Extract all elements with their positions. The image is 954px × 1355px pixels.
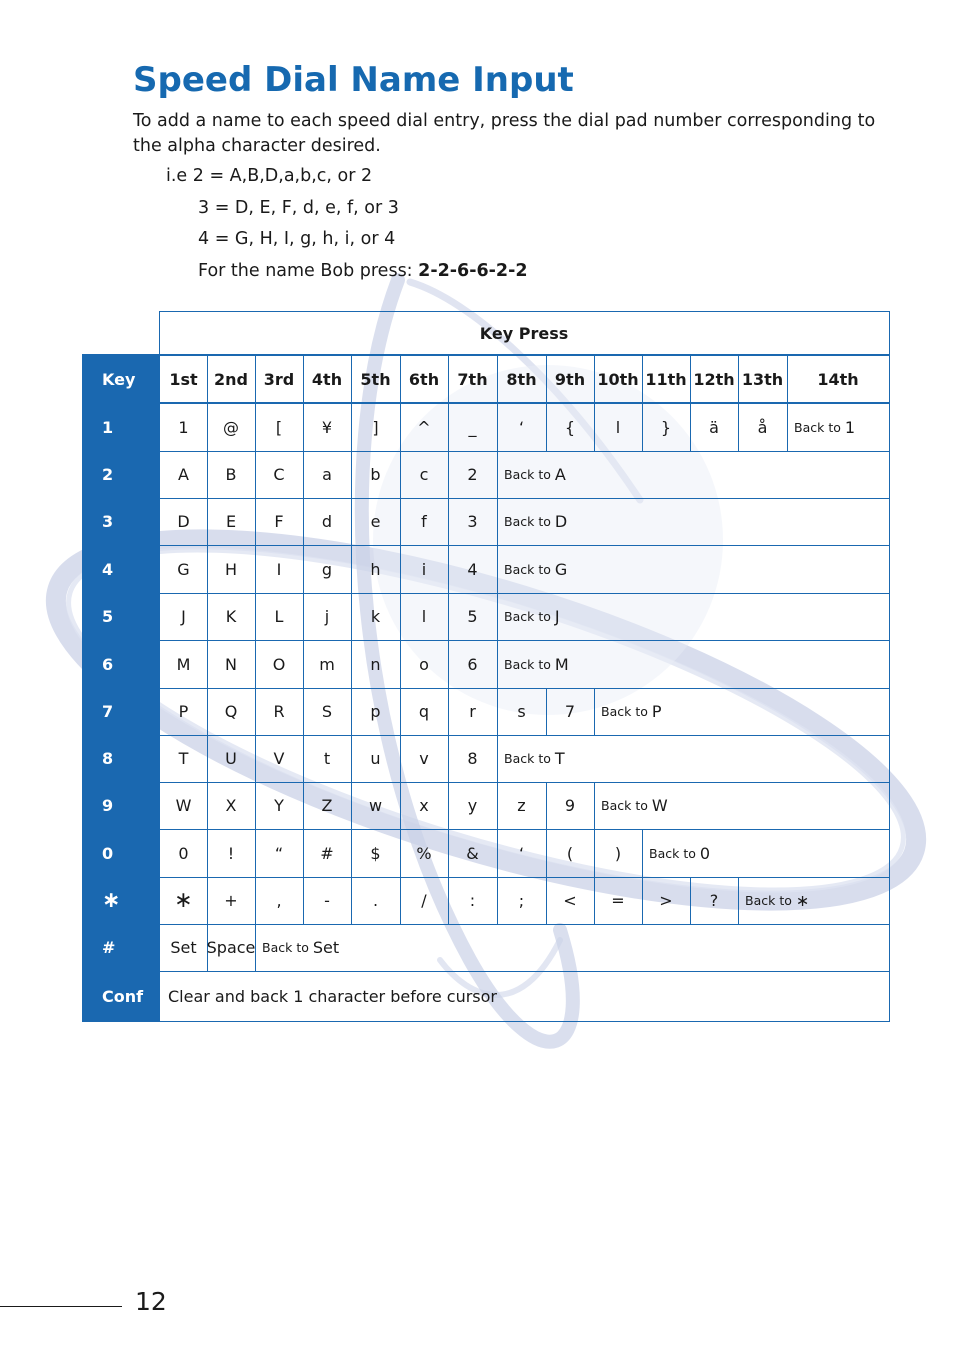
row-7-press-2: Q: [224, 702, 238, 721]
row-9-press-3: Y: [274, 796, 284, 815]
row-10-press-1: 0: [178, 843, 189, 863]
row-9-press-4: Z: [321, 796, 333, 815]
row-11-press-1: ∗: [174, 888, 193, 913]
row-10-press-6: %: [416, 843, 432, 863]
back-to-label: Back to: [504, 751, 551, 766]
back-to-label: Back to: [649, 845, 696, 861]
back-to-label: Back to: [504, 467, 551, 482]
back-to-target: A: [554, 465, 566, 484]
header-column-divider: [889, 355, 890, 403]
row-7-press-5: p: [370, 702, 381, 721]
row-4-press-6: i: [421, 559, 427, 579]
row-9-back-to: [594, 782, 889, 829]
row-5-press-5: k: [370, 607, 381, 626]
press-header-2: 2nd: [214, 369, 248, 389]
row-8-back-to: [497, 735, 889, 782]
key-column-header: Key: [102, 369, 136, 389]
example-line-3: 4 = G, H, I, g, h, i, or 4: [198, 229, 396, 249]
press-header-10: 10th: [597, 369, 639, 389]
row-key-9: 9: [102, 796, 114, 815]
back-to-target: M: [554, 654, 569, 674]
press-header-3: 3rd: [263, 369, 295, 389]
row-5-press-1: J: [181, 607, 186, 626]
row-1-press-9: {: [564, 417, 576, 437]
press-header-1: 1st: [169, 369, 198, 389]
row-9-press-6: x: [419, 796, 429, 815]
row-6-press-3: O: [272, 654, 286, 674]
row-2-press-6: c: [419, 465, 429, 484]
row-key-3: 3: [102, 512, 114, 531]
row-7-press-3: R: [273, 702, 285, 721]
row-11-press-10: =: [611, 891, 625, 910]
row-10-press-2: !: [227, 843, 235, 863]
press-header-5: 5th: [360, 369, 391, 389]
row-6-press-4: m: [319, 654, 335, 674]
row-1-press-3: [: [275, 417, 283, 437]
row-11-press-5: .: [372, 891, 379, 910]
row-8-press-5: u: [370, 749, 381, 768]
press-header-12: 12th: [693, 369, 735, 389]
back-to-label: Back to: [504, 609, 551, 624]
row-6-press-5: n: [370, 654, 381, 674]
row-7-press-9: 7: [564, 702, 576, 721]
row-10-back-to: [642, 829, 889, 877]
row-3-back-to: [497, 498, 889, 545]
back-to-target: D: [554, 512, 568, 531]
back-to-label: Back to: [504, 656, 551, 672]
row-8-press-3: V: [273, 749, 285, 768]
press-header-4: 4th: [311, 369, 343, 389]
back-to-target: Set: [312, 938, 340, 957]
back-to-label: Back to: [794, 419, 841, 435]
back-to-target: T: [554, 749, 565, 768]
row-12-press-1: Set: [170, 938, 197, 957]
row-11-press-4: -: [324, 891, 330, 910]
row-10-press-8: ‘: [518, 843, 525, 863]
footer-rule: [0, 1306, 122, 1307]
row-3-press-3: F: [274, 512, 284, 531]
row-1-press-2: @: [223, 417, 239, 437]
press-header-6: 6th: [408, 369, 440, 389]
page-number: 12: [135, 1287, 167, 1316]
row-3-press-4: d: [321, 512, 333, 531]
row-5-press-3: L: [274, 607, 284, 626]
example-line-4-prefix: For the name Bob press:: [198, 261, 419, 281]
row-2-press-2: B: [225, 465, 237, 484]
row-12-back-to: [255, 924, 889, 971]
row-11-press-3: ,: [276, 891, 282, 910]
row-4-press-4: g: [321, 559, 333, 579]
row-11-press-9: <: [563, 891, 577, 910]
row-key-4: 4: [102, 559, 114, 579]
row-5-press-2: K: [225, 607, 237, 626]
row-6-press-6: o: [419, 654, 429, 674]
row-3-press-5: e: [370, 512, 381, 531]
row-3-press-2: E: [225, 512, 237, 531]
row-10-press-4: #: [320, 843, 334, 863]
conf-description: Clear and back 1 character before cursor: [168, 986, 497, 1006]
row-9-press-9: 9: [564, 796, 576, 815]
row-7-press-8: s: [517, 702, 526, 721]
press-header-9: 9th: [554, 369, 586, 389]
row-8-press-7: 8: [467, 749, 478, 768]
example-line-2: 3 = D, E, F, d, e, f, or 3: [198, 198, 399, 218]
row-10-press-9: (: [566, 843, 574, 863]
row-1-press-8: ‘: [518, 417, 525, 437]
row-1-press-4: ¥: [321, 417, 333, 437]
row-key-10: 0: [102, 843, 114, 863]
row-1-press-5: ]: [372, 417, 379, 437]
back-to-label: Back to: [601, 704, 648, 719]
row-6-back-to: [497, 640, 889, 688]
back-to-target: ∗: [795, 891, 810, 910]
row-10-press-3: “: [274, 843, 284, 863]
back-to-target: W: [651, 796, 668, 815]
row-11-press-2: +: [224, 891, 238, 910]
press-header-8: 8th: [506, 369, 537, 389]
row-10-press-5: $: [370, 843, 381, 863]
row-3-press-7: 3: [467, 512, 478, 531]
example-line-1: i.e 2 = A,B,D,a,b,c, or 2: [166, 166, 373, 186]
press-header-11: 11th: [645, 369, 687, 389]
row-3-press-1: D: [177, 512, 190, 531]
back-to-label: Back to: [504, 561, 551, 577]
row-11-press-8: ;: [518, 891, 525, 910]
row-6-press-2: N: [225, 654, 237, 674]
row-9-press-8: z: [517, 796, 526, 815]
back-to-target: P: [651, 702, 662, 721]
row-4-press-3: I: [276, 559, 282, 579]
back-to-label: Back to: [601, 798, 648, 813]
row-5-press-7: 5: [467, 607, 478, 626]
row-9-press-5: w: [368, 796, 383, 815]
row-4-press-7: 4: [467, 559, 478, 579]
row-11-press-11: >: [659, 891, 673, 910]
row-11-press-7: :: [469, 891, 476, 910]
row-9-press-2: X: [225, 796, 237, 815]
back-to-label: Back to: [262, 940, 309, 955]
row-7-press-4: S: [321, 702, 333, 721]
row-1-press-11: }: [660, 417, 672, 437]
row-12-press-2: Space: [206, 938, 256, 957]
row-4-press-5: h: [370, 559, 381, 579]
intro-text: To add a name to each speed dial entry, press the dial pad number corresponding to the alpha character desired.: [133, 111, 876, 156]
row-1-press-13: å: [757, 417, 768, 437]
row-2-press-1: A: [178, 465, 189, 484]
row-2-press-7: 2: [467, 465, 478, 484]
back-to-label: Back to: [504, 514, 551, 529]
row-8-press-2: U: [225, 749, 237, 768]
row-key-2: 2: [102, 465, 114, 484]
row-5-back-to: [497, 593, 889, 640]
row-9-press-1: W: [175, 796, 192, 815]
key-press-caption: Key Press: [479, 323, 569, 343]
press-header-14: 14th: [817, 369, 859, 389]
row-9-press-7: y: [467, 796, 478, 815]
row-7-press-6: q: [418, 702, 430, 721]
press-header-13: 13th: [741, 369, 784, 389]
row-3-press-6: f: [421, 512, 427, 531]
row-key-6: 6: [102, 654, 114, 674]
back-to-target: 1: [844, 417, 856, 437]
row-8-press-1: T: [178, 749, 189, 768]
row-8-press-4: t: [323, 749, 331, 768]
row-5-press-6: l: [421, 607, 427, 626]
row-6-press-7: 6: [467, 654, 478, 674]
row-4-press-2: H: [224, 559, 238, 579]
row-11-press-12: ?: [709, 891, 719, 910]
row-7-back-to: [594, 688, 889, 735]
row-key-7: 7: [102, 702, 114, 721]
row-key-11: ∗: [102, 888, 121, 913]
row-2-press-5: b: [370, 465, 381, 484]
row-11-back-to: [738, 877, 889, 924]
row-1-press-1: 1: [178, 417, 189, 437]
page-title: Speed Dial Name Input: [133, 60, 574, 100]
row-2-back-to: [497, 451, 889, 498]
row-2-press-3: C: [273, 465, 285, 484]
row-7-press-7: r: [469, 702, 476, 721]
row-1-press-7: _: [468, 417, 477, 437]
row-1-press-12: ä: [709, 417, 719, 437]
row-key-12: #: [102, 938, 116, 957]
row-2-press-4: a: [322, 465, 332, 484]
row-7-press-1: P: [178, 702, 189, 721]
row-key-8: 8: [102, 749, 114, 768]
back-to-label: Back to: [745, 893, 792, 908]
row-8-press-6: v: [419, 749, 429, 768]
row-10-press-7: &: [466, 843, 479, 863]
row-5-press-4: j: [324, 607, 330, 626]
row-1-press-6: ^: [417, 417, 431, 437]
row-1-press-10: l: [615, 417, 621, 437]
back-to-target: J: [554, 607, 560, 626]
row-4-back-to: [497, 545, 889, 593]
row-11-press-6: /: [421, 891, 427, 910]
row-10-press-10: ): [614, 843, 622, 863]
row-key-conf: Conf: [102, 986, 144, 1006]
row-key-1: 1: [102, 417, 114, 437]
example-sequence: 2-2-6-6-2-2: [418, 261, 528, 281]
back-to-target: 0: [699, 843, 711, 863]
press-header-7: 7th: [457, 369, 488, 389]
row-1-back-to: [787, 403, 889, 451]
back-to-target: G: [554, 559, 568, 579]
row-key-5: 5: [102, 607, 114, 626]
row-4-press-1: G: [177, 559, 190, 579]
row-6-press-1: M: [176, 654, 191, 674]
